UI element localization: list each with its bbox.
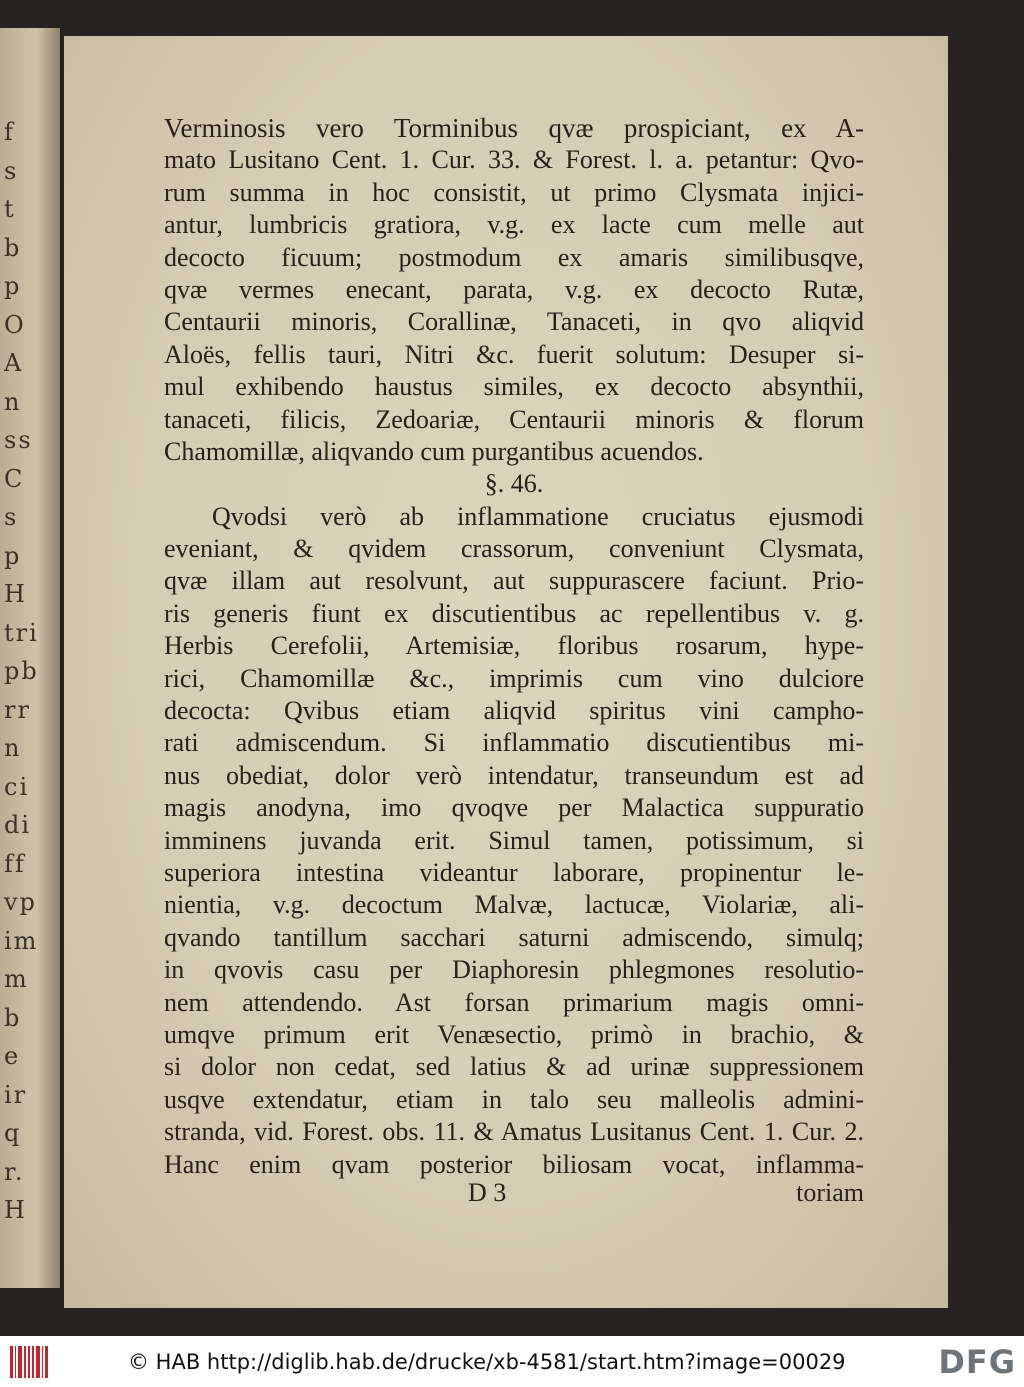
adjacent-page-fragment: C (4, 464, 25, 493)
text-line: Aloës, fellis tauri, Nitri &c. fuerit solutum: Desuper si- (164, 339, 864, 369)
adjacent-page-fragment: n (4, 734, 22, 762)
text-line: rati admiscendum. Si inflammatio discutientibus mi- (164, 728, 864, 758)
text-line: mato Lusitano Cent. 1. Cur. 33. & Forest. l. a. petantur: Qvo- (164, 145, 864, 175)
adjacent-page-fragment: tri (4, 618, 39, 647)
adjacent-page-fragment: t (4, 195, 16, 223)
page-footer (164, 1178, 864, 1210)
page-text (164, 112, 864, 1181)
text-line: decocta: Qvibus etiam aliqvid spiritus vini campho- (164, 696, 864, 726)
text-line: antur, lumbricis gratiora, v.g. ex lacte cum melle aut (164, 210, 864, 240)
text-line: usqve extendatur, etiam in talo seu malleolis admini- (164, 1084, 864, 1114)
text-line: si dolor non cedat, sed latius & ad urinæ suppressionem (164, 1052, 864, 1082)
adjacent-page-fragment: m (4, 965, 29, 993)
text-line: Centaurii minoris, Corallinæ, Tanaceti, in qvo aliqvid (164, 307, 864, 337)
text-line: qvæ vermes enecant, parata, v.g. ex decocto Rutæ, (164, 274, 864, 304)
text-line: Hanc enim qvam posterior biliosam vocat, inflamma- (164, 1149, 864, 1179)
adjacent-page-fragment: b (4, 233, 22, 262)
adjacent-page-fragment: s (4, 503, 19, 531)
adjacent-page-fragment: q (4, 1119, 22, 1147)
adjacent-page-fragment: ir (4, 1080, 28, 1109)
text-line: in qvovis casu per Diaphoresin phlegmones resolutio- (164, 955, 864, 985)
catchword: toriam (796, 1178, 864, 1207)
text-line: Herbis Cerefolii, Artemisiæ, floribus rosarum, hype- (164, 631, 864, 661)
adjacent-page-fragment: ss (4, 426, 33, 454)
text-line: rici, Chamomillæ &c., imprimis cum vino dulciore (164, 663, 864, 693)
barcode-icon (10, 1346, 48, 1378)
text-line: nus obediat, dolor verò intendatur, transeundum est ad (164, 760, 864, 790)
text-line: §. 46. (484, 469, 544, 499)
adjacent-page-fragment: b (4, 1003, 22, 1032)
text-line: qvando tantillum sacchari saturni admiscendo, simulq; (164, 922, 864, 952)
adjacent-page-fragment: e (4, 1042, 21, 1070)
adjacent-page-fragment: f (4, 118, 15, 146)
adjacent-page-fragment: di (4, 811, 32, 839)
text-line: ris generis fiunt ex discutientibus ac repellentibus v. g. (164, 598, 864, 628)
text-line: nientia, v.g. decoctum Malvæ, lactucæ, Violariæ, ali- (164, 890, 864, 920)
text-line: eveniant, & qvidem crassorum, conveniunt Clysmata, (164, 534, 864, 564)
adjacent-page-fragment: r. (4, 1157, 25, 1186)
text-line: Verminosis vero Torminibus qvæ prospiciant, ex A- (164, 113, 864, 143)
text-line: mul exhibendo haustus similes, ex decocto absynthii, (164, 372, 864, 402)
viewer-footer-bar (0, 1336, 1024, 1387)
adjacent-page-fragment: H (4, 1196, 27, 1224)
attribution-link[interactable]: © HAB http://diglib.hab.de/drucke/xb-4581/start.htm?image=00029 (128, 1350, 846, 1374)
adjacent-page-fragment: O (4, 310, 26, 339)
adjacent-page-fragment: p (4, 272, 22, 300)
text-line: tanaceti, filicis, Zedoariæ, Centaurii minoris & florum (164, 404, 864, 434)
text-line: nem attendendo. Ast forsan primarium magis omni- (164, 987, 864, 1017)
adjacent-page-fragment: n (4, 387, 22, 416)
adjacent-page-fragment: H (4, 580, 27, 608)
text-line: superiora intestina videantur laborare, propinentur le- (164, 857, 864, 887)
text-line: rum summa in hoc consistit, ut primo Clysmata injici- (164, 177, 864, 207)
text-line: Chamomillæ, aliqvando cum purgantibus acuendos. (164, 436, 704, 466)
text-line: decocto ficuum; postmodum ex amaris similibusqve, (164, 242, 864, 272)
book-page (64, 36, 948, 1308)
adjacent-page-fragment: A (4, 349, 24, 377)
adjacent-page-fragment: p (4, 541, 22, 570)
dfg-logo: DFG (938, 1343, 1016, 1381)
adjacent-page-strip (0, 28, 60, 1288)
signature-mark: D 3 (468, 1178, 507, 1207)
adjacent-page-fragment: s (4, 156, 19, 185)
text-line: qvæ illam aut resolvunt, aut suppurascere faciunt. Prio- (164, 566, 864, 596)
adjacent-page-fragment: ci (4, 772, 30, 801)
text-line: umqve primum erit Venæsectio, primò in brachio, & (164, 1019, 864, 1049)
adjacent-page-fragment: im (4, 926, 39, 955)
text-line: stranda, vid. Forest. obs. 11. & Amatus Lusitanus Cent. 1. Cur. 2. (164, 1117, 864, 1147)
adjacent-page-fragment: vp (4, 888, 37, 916)
text-line: Qvodsi verò ab inflammatione cruciatus ejusmodi (212, 501, 864, 531)
text-line: imminens juvanda erit. Simul tamen, potissimum, si (164, 825, 864, 855)
adjacent-page-fragment: pb (4, 657, 39, 685)
adjacent-page-fragment: rr (4, 695, 31, 724)
text-line: magis anodyna, imo qvoqve per Malactica suppuratio (164, 793, 864, 823)
adjacent-page-fragment: ff (4, 849, 26, 878)
